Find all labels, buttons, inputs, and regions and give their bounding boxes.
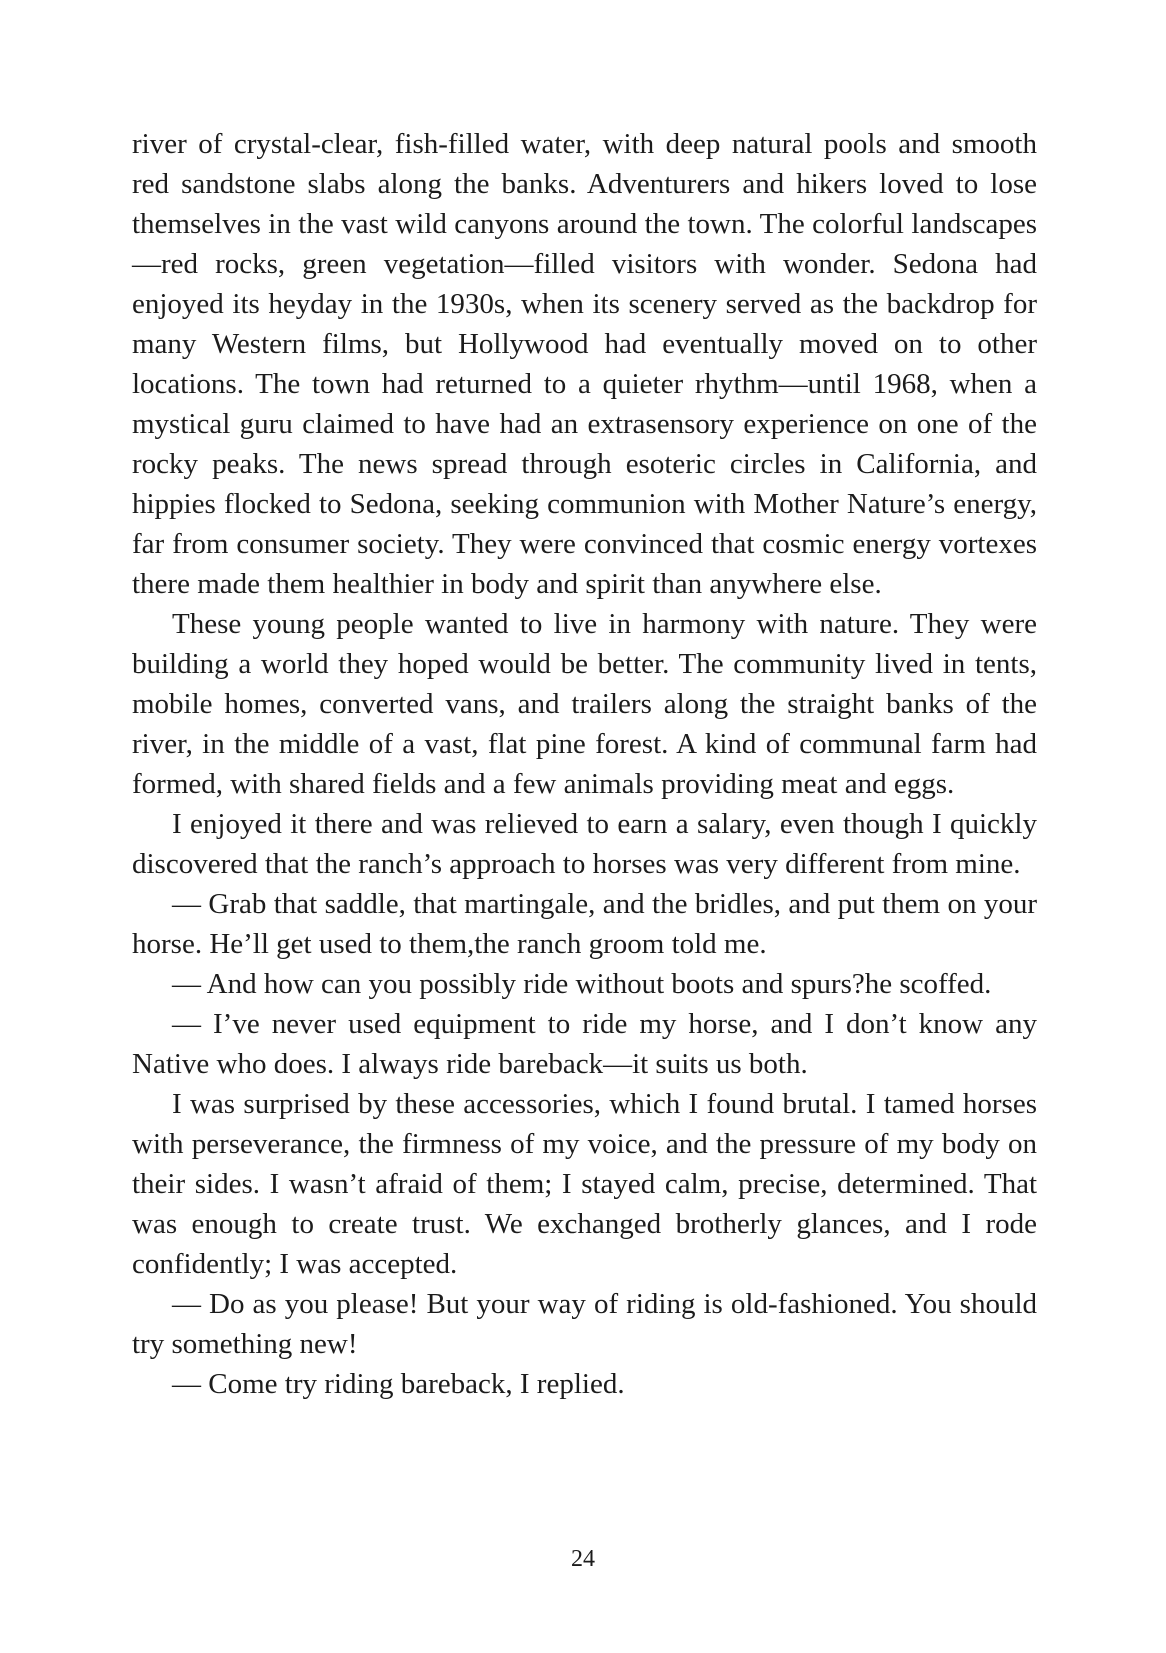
- page-number: 24: [571, 1546, 595, 1572]
- paragraph-2: These young people wanted to live in harmony with nature. They were building a world they hoped would be better. The community lived in tents, mobile homes, converted vans, and trailers along the straight banks of the river, in the middle of a vast, flat pine forest. A kind of communal farm had formed, with shared fields and a few animals providing meat and eggs.: [132, 608, 1037, 800]
- paragraph-1: river of crystal-clear, fish-filled water, with deep natural pools and smooth red sandstone slabs along the banks. Adventurers and hikers loved to lose themselves in the vast wild canyons around the town. The colorful landscapes—red rocks, green vegetation—filled visitors with wonder. Sedona had enjoyed its heyday in the 1930s, when its scenery served as the backdrop for many Western films, but Hollywood had eventually moved on to other locations. The town had returned to a quieter rhythm—until 1968, when a mystical guru claimed to have had an extrasensory experience on one of the rocky peaks. The news spread through esoteric circles in California, and hippies flocked to Sedona, seeking communion with Mother Nature’s energy, far from consumer society. They were convinced that cosmic energy vortexes there made them healthier in body and spirit than anywhere else.: [132, 128, 1037, 600]
- dialogue-line-4: — Do as you please! But your way of riding is old-fashioned. You should try something new!: [132, 1288, 1037, 1360]
- body-text: [132, 124, 1037, 1404]
- dialogue-line-2: — And how can you possibly ride without boots and spurs?he scoffed.: [172, 968, 992, 1000]
- paragraph-4: I was surprised by these accessories, which I found brutal. I tamed horses with perseverance, the firmness of my voice, and the pressure of my body on their sides. I wasn’t afraid of them; I stayed calm, precise, determined. That was enough to create trust. We exchanged brotherly glances, and I rode confidently; I was accepted.: [132, 1088, 1037, 1280]
- dialogue-line-1: — Grab that saddle, that martingale, and the bridles, and put them on your horse. He’ll get used to them,the ranch groom told me.: [132, 888, 1037, 960]
- paragraph-3: I enjoyed it there and was relieved to earn a salary, even though I quickly discovered that the ranch’s approach to horses was very different from mine.: [132, 808, 1037, 880]
- dialogue-line-5: — Come try riding bareback, I replied.: [172, 1368, 625, 1400]
- dialogue-line-3: — I’ve never used equipment to ride my horse, and I don’t know any Native who does. I always ride bareback—it suits us both.: [132, 1008, 1037, 1080]
